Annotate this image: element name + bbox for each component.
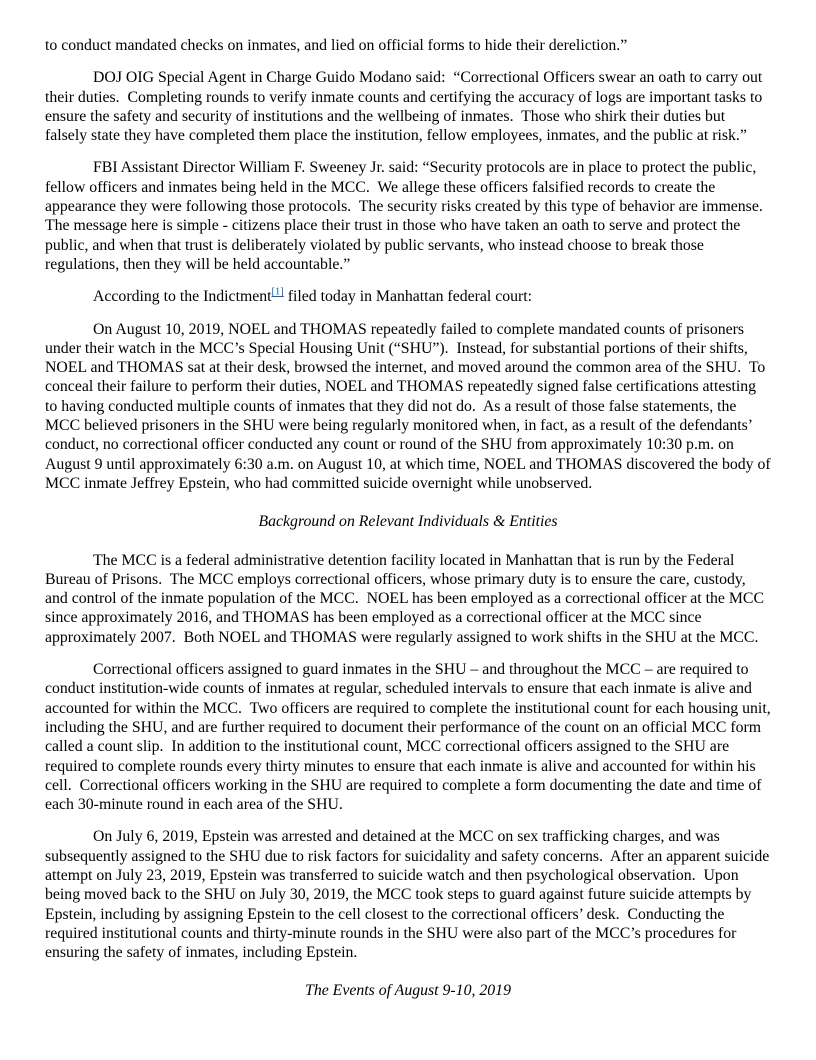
indictment-reference-suffix: filed today in Manhattan federal court: (283, 288, 533, 306)
heading-background-individuals-entities: Background on Relevant Individuals & Entities (258, 513, 558, 531)
footnote-1-link[interactable]: [1] (271, 287, 284, 298)
paragraph-epstein-detention: On July 6, 2019, Epstein was arrested and detained at the MCC on sex trafficking charges, and was subsequently assigned to the SHU due to risk factors for suicidality and safety concerns. After an apparent suicide attempt on July 23, 2019, Epstein was transferred to suicide watch and then psychological observation. Upon being moved back to the SHU on July 30, 2019, the MCC took steps to guard against future suicide attempts by Epstein, including by assigning Epstein to the cell closest to the correctional officers’ desk. Conducting the required institutional counts and thirty-minute rounds in the SHU were also part of the MCC’s procedures for ensuring the safety of inmates, including Epstein. (45, 828, 774, 962)
paragraph-august-10-counts: On August 10, 2019, NOEL and THOMAS repeatedly failed to complete mandated counts of prisoners under their watch in the MCC’s Special Housing Unit (“SHU”). Instead, for substantial portions of their shifts, NOEL and THOMAS sat at their desk, browsed the internet, and moved around the common area of the SHU. To conceal their failure to perform their duties, NOEL and THOMAS repeatedly signed false certifications attesting to having conducted multiple counts of inmates that they did not do. As a result of those false statements, the MCC believed prisoners in the SHU were being regularly monitored when, in fact, as a result of the defendants’ conduct, no correctional officer conducted any count or round of the SHU from approximately 10:30 p.m. on August 9 until approximately 6:30 a.m. on August 10, at which time, NOEL and THOMAS discovered the body of MCC inmate Jeffrey Epstein, who had committed suicide overnight while unobserved. (45, 320, 775, 492)
paragraph-mcc-description: The MCC is a federal administrative detention facility located in Manhattan that is run by the Federal Bureau of Prisons. The MCC employs correctional officers, whose primary duty is to ensure the care, custody, and control of the inmate population of the MCC. NOEL has been employed as a correctional officer at the MCC since approximately 2016, and THOMAS has been employed as a correctional officer at the MCC since approximately 2007. Both NOEL and THOMAS were regularly assigned to work shifts in the SHU at the MCC. (45, 551, 768, 646)
paragraph-indictment-reference (45, 287, 771, 306)
paragraph-fbi-quote: FBI Assistant Director William F. Sweeney Jr. said: “Security protocols are in place to protect the public, fellow officers and inmates being held in the MCC. We allege these officers falsified records to create the appearance they were following those protocols. The security risks created by this type of behavior are immense. The message here is simple - citizens place their trust in those who have taken an oath to serve and protect the public, and when that trust is deliberately violated by public servants, who instead choose to break those regulations, then they will be held accountable.” (45, 159, 767, 273)
indictment-reference-prefix: According to the Indictment (93, 288, 272, 306)
paragraph-doj-oig-quote: DOJ OIG Special Agent in Charge Guido Modano said: “Correctional Officers swear an oath to carry out their duties. Completing rounds to verify inmate counts and certifying the accuracy of logs are important tasks to ensure the safety and security of institutions and the wellbeing of inmates. Those who shirk their duties but falsely state they have completed them place the institution, fellow employees, inmates, and the public at risk.” (45, 69, 767, 145)
heading-events-of-august-9-10: The Events of August 9-10, 2019 (305, 982, 511, 1000)
paragraph-count-requirements: Correctional officers assigned to guard inmates in the SHU – and throughout the MCC – are required to conduct institution-wide counts of inmates at regular, scheduled intervals to ensure that each inmate is alive and accounted for within the MCC. Two officers are required to complete the institutional count for each housing unit, including the SHU, and are further required to document their performance of the count on an official MCC form called a count slip. In addition to the institutional count, MCC correctional officers assigned to the SHU are required to complete rounds every thirty minutes to ensure that each inmate is alive and accounted for within his cell. Correctional officers working in the SHU are required to complete a form documenting the date and time of each 30-minute round in each area of the SHU. (45, 661, 775, 814)
paragraph-dereliction-fragment: to conduct mandated checks on inmates, and lied on official forms to hide their dereliction.” (45, 37, 628, 54)
